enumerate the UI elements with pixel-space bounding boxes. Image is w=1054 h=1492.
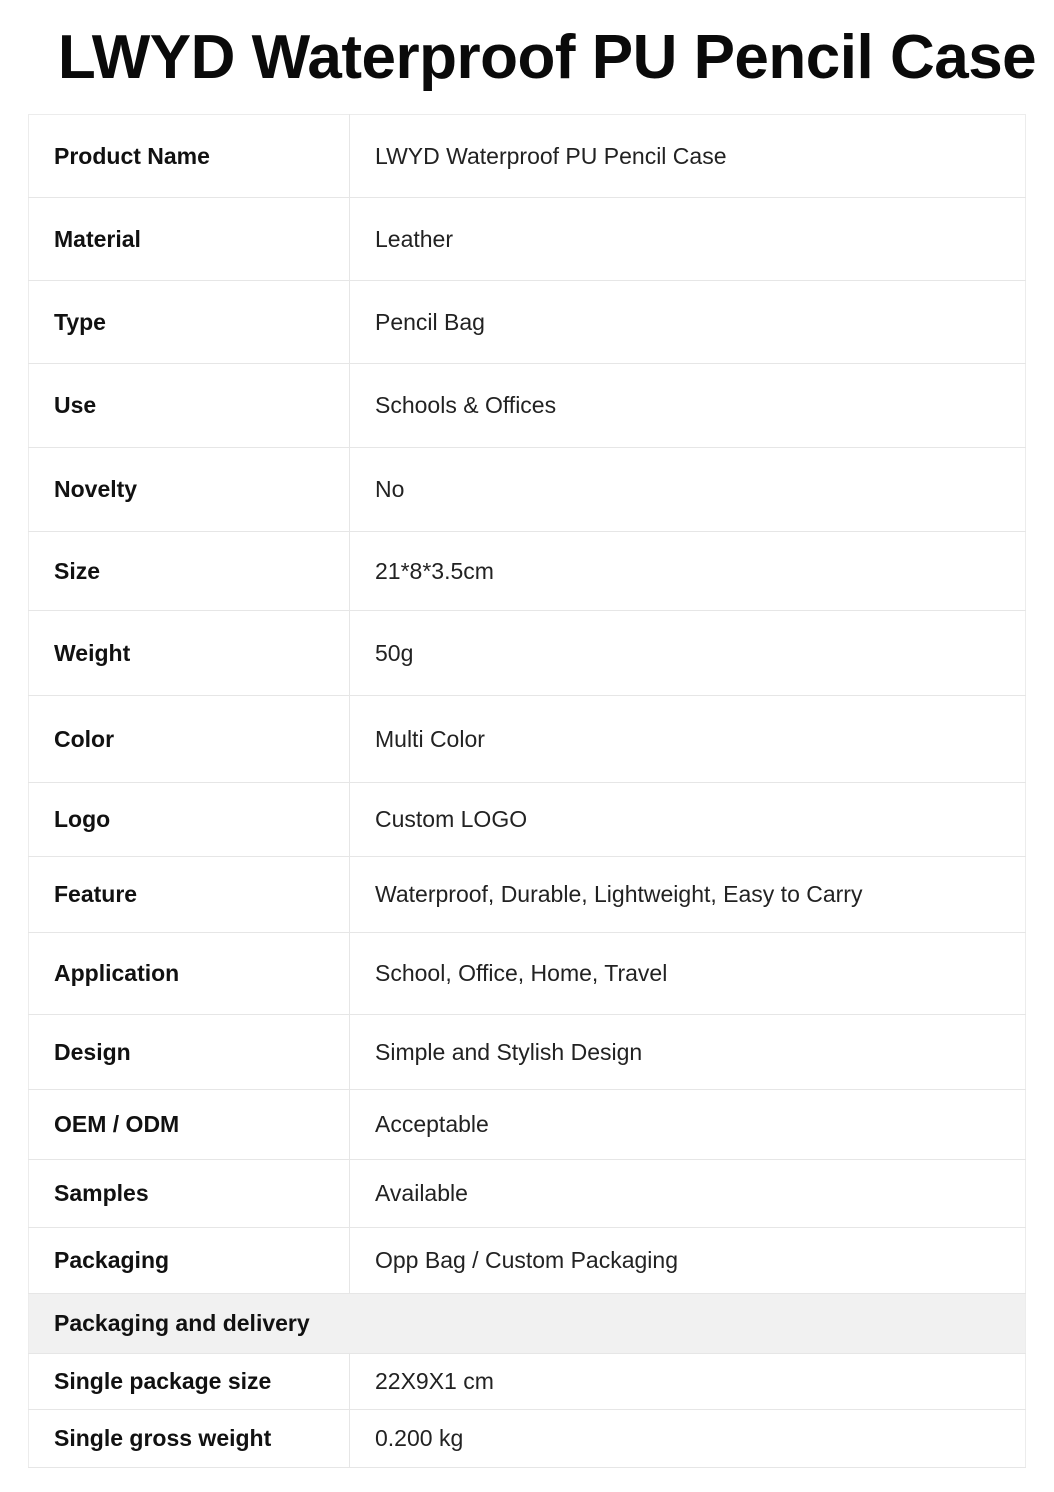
table-row bbox=[29, 115, 1026, 198]
spec-key: Material bbox=[29, 198, 350, 281]
spec-key: Single package size bbox=[29, 1354, 350, 1410]
spec-key: Packaging bbox=[29, 1228, 350, 1294]
table-row bbox=[29, 933, 1026, 1015]
spec-key: Product Name bbox=[29, 115, 350, 198]
table-row bbox=[29, 532, 1026, 611]
table-row bbox=[29, 783, 1026, 857]
spec-value: 0.200 kg bbox=[350, 1410, 1026, 1468]
spec-value: Waterproof, Durable, Lightweight, Easy to Carry bbox=[350, 857, 1026, 933]
section-header-row bbox=[29, 1294, 1026, 1354]
spec-value: 50g bbox=[350, 611, 1026, 696]
spec-key: OEM / ODM bbox=[29, 1090, 350, 1160]
spec-key: Color bbox=[29, 696, 350, 783]
spec-value: Leather bbox=[350, 198, 1026, 281]
spec-value: Schools & Offices bbox=[350, 364, 1026, 448]
spec-value: Pencil Bag bbox=[350, 281, 1026, 364]
table-row bbox=[29, 198, 1026, 281]
spec-value: Simple and Stylish Design bbox=[350, 1015, 1026, 1090]
table-row bbox=[29, 1410, 1026, 1468]
spec-key: Feature bbox=[29, 857, 350, 933]
spec-value: LWYD Waterproof PU Pencil Case bbox=[350, 115, 1026, 198]
table-row bbox=[29, 1090, 1026, 1160]
spec-value: Available bbox=[350, 1160, 1026, 1228]
table-row bbox=[29, 364, 1026, 448]
spec-key: Application bbox=[29, 933, 350, 1015]
table-row bbox=[29, 1228, 1026, 1294]
spec-value: Opp Bag / Custom Packaging bbox=[350, 1228, 1026, 1294]
spec-key: Type bbox=[29, 281, 350, 364]
spec-key: Novelty bbox=[29, 448, 350, 532]
table-row bbox=[29, 1354, 1026, 1410]
table-row bbox=[29, 281, 1026, 364]
spec-table bbox=[28, 114, 1026, 1468]
spec-value: Custom LOGO bbox=[350, 783, 1026, 857]
page-title: LWYD Waterproof PU Pencil Case bbox=[57, 23, 1037, 92]
spec-key: Samples bbox=[29, 1160, 350, 1228]
spec-key: Use bbox=[29, 364, 350, 448]
table-row bbox=[29, 696, 1026, 783]
table-row bbox=[29, 1015, 1026, 1090]
spec-key: Logo bbox=[29, 783, 350, 857]
spec-value: Multi Color bbox=[350, 696, 1026, 783]
table-row bbox=[29, 448, 1026, 532]
spec-value: 22X9X1 cm bbox=[350, 1354, 1026, 1410]
spec-value: No bbox=[350, 448, 1026, 532]
table-row bbox=[29, 611, 1026, 696]
spec-value: Acceptable bbox=[350, 1090, 1026, 1160]
spec-key: Single gross weight bbox=[29, 1410, 350, 1468]
spec-value: 21*8*3.5cm bbox=[350, 532, 1026, 611]
spec-value: School, Office, Home, Travel bbox=[350, 933, 1026, 1015]
spec-key: Design bbox=[29, 1015, 350, 1090]
section-heading: Packaging and delivery bbox=[29, 1294, 1026, 1354]
table-row bbox=[29, 1160, 1026, 1228]
spec-key: Size bbox=[29, 532, 350, 611]
table-row bbox=[29, 857, 1026, 933]
spec-key: Weight bbox=[29, 611, 350, 696]
